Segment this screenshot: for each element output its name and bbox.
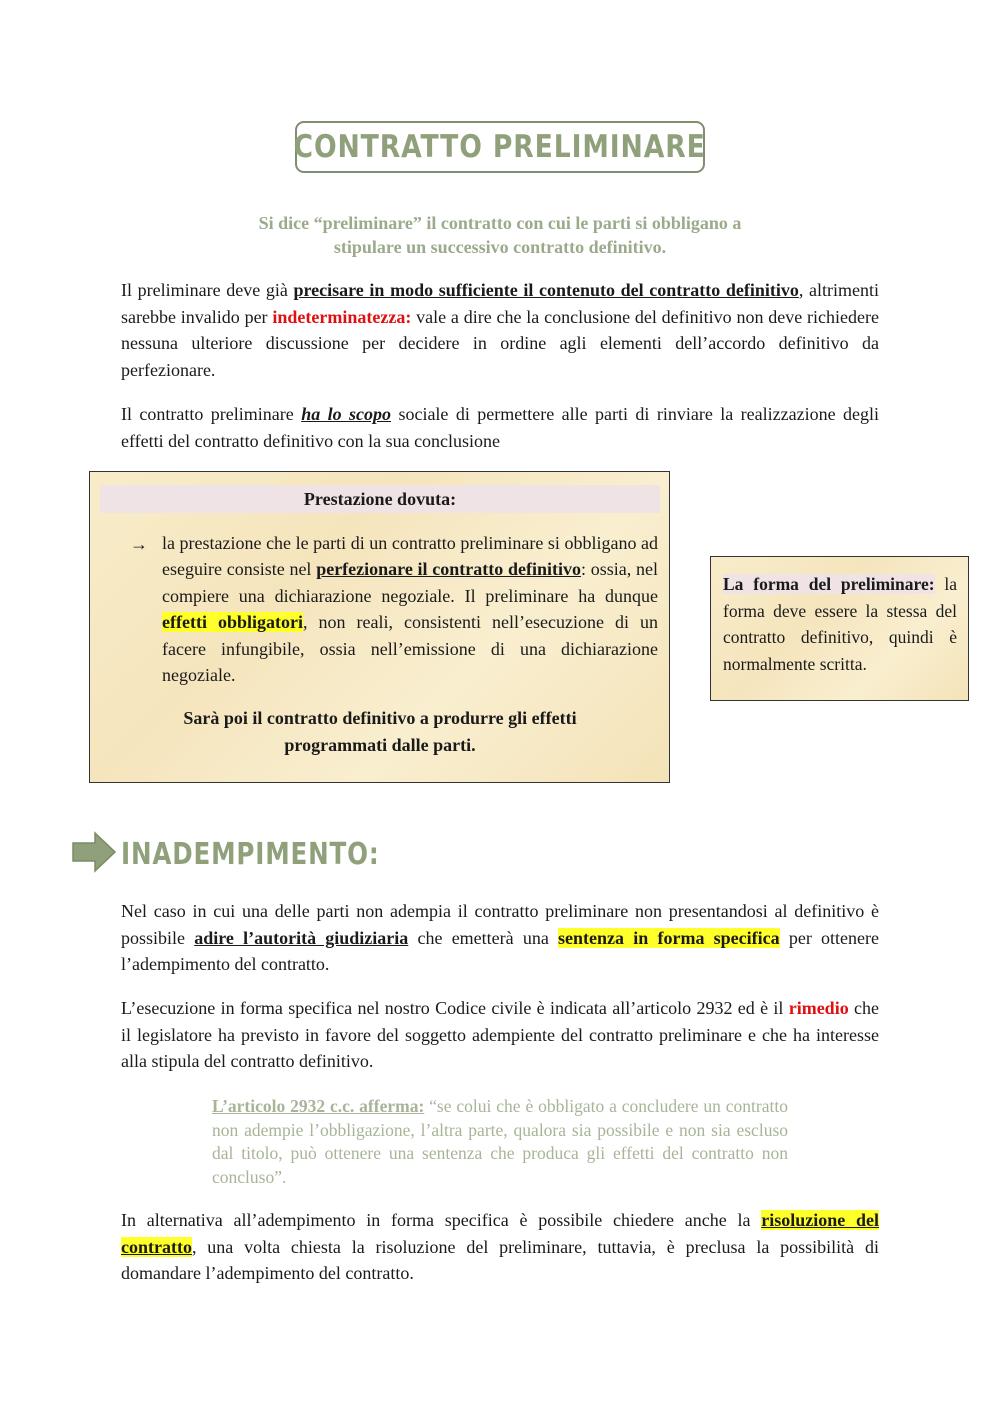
footer-line-1: Sarà poi il contratto definitivo a produrre gli effetti <box>183 708 577 728</box>
highlighted-phrase: sentenza in forma specifica <box>558 927 780 948</box>
text-run: L’esecuzione in forma specifica nel nostro Codice civile è indicata all’articolo 2932 ed è il <box>121 998 789 1018</box>
text-run: vale a dire che la conclusione del definitivo non deve richiedere nessuna ulteriore discussione per decidere in ordine agli elementi dell’accordo definitivo da perfezionare. <box>121 306 879 380</box>
underlined-phrase: precisare in modo sufficiente il contenuto del contratto definitivo <box>293 280 799 300</box>
quote-text: “se colui che è obbligato a concludere un contratto non adempie l’obbligazione, l’altra parte, qualora sia possibile e non sia escluso dal titolo, può ottenere una sentenza che produca gli effetti del contratto non concluso”. <box>212 1096 788 1187</box>
paragraph-scopo <box>121 401 879 454</box>
text-run: , una volta chiesta la risoluzione del preliminare, tuttavia, è preclusa la possibilità di domandare l’adempimento del contratto. <box>121 1236 879 1283</box>
underlined-phrase: perfezionare il contratto definitivo <box>316 559 582 580</box>
highlighted-underlined-phrase: risoluzione del contratto <box>121 1210 880 1257</box>
forma-text <box>723 571 957 677</box>
paragraph-esecuzione <box>121 995 879 1075</box>
paragraph-risoluzione <box>121 1207 879 1287</box>
paragraph-contenuto <box>121 277 879 383</box>
red-keyword: indeterminatezza: <box>272 306 412 327</box>
text-run: per ottenere l’adempimento del contratto. <box>121 927 879 974</box>
text-run: : ossia, nel compiere una dichiarazione negoziale. Il preliminare ha dunque <box>162 559 659 606</box>
italic-underlined-phrase: ha lo scopo <box>301 404 392 424</box>
text-run: In alternativa all’adempimento in forma specifica è possibile chiedere anche la <box>121 1210 762 1230</box>
prestazione-text <box>162 530 658 688</box>
arrow-right-icon: → <box>130 534 148 554</box>
text-run: sociale di permettere alle parti di rinviare la realizzazione degli effetti del contratto definitivo con la sua conclusione <box>121 404 879 451</box>
prestazione-heading: Prestazione dovuta: <box>100 485 660 513</box>
text-run: Il contratto preliminare <box>121 404 302 424</box>
text-run: la forma deve essere la stessa del contratto definitivo, quindi è normalmente scritta. <box>723 574 957 674</box>
text-run: , non reali, consistenti nell’esecuzione di un facere infungibile, ossia nell’emissione di una dichiarazione negoziale. <box>162 612 658 686</box>
text-run: , altrimenti sarebbe invalido per <box>121 280 879 327</box>
forma-heading: La forma del preliminare: <box>723 574 935 594</box>
text-run: Il preliminare deve già <box>121 280 294 300</box>
arrow-right-icon <box>71 830 117 879</box>
highlighted-phrase: effetti obbligatori <box>162 612 303 633</box>
subtitle-line-2: stipulare un successivo contratto definitivo. <box>333 237 667 257</box>
forma-box <box>710 556 969 701</box>
prestazione-box <box>89 471 670 783</box>
quote-heading: L’articolo 2932 c.c. afferma: <box>212 1096 425 1116</box>
text-run: la prestazione che le parti di un contratto preliminare si obbligano ad eseguire consiste nel <box>162 533 658 580</box>
text-run: che emetterà una <box>408 927 559 948</box>
paragraph-inadempimento <box>121 898 879 978</box>
page-title-box <box>295 121 705 173</box>
prestazione-footer <box>130 705 630 758</box>
definition-subtitle <box>180 211 820 259</box>
subtitle-line-1: Si dice “preliminare” il contratto con cui le parti si obbligano a <box>258 213 742 233</box>
article-quote <box>212 1095 788 1189</box>
red-keyword: rimedio <box>788 998 849 1018</box>
underlined-phrase: adire l’autorità giudiziaria <box>194 927 409 948</box>
footer-line-2: programmati dalle parti. <box>284 734 476 755</box>
text-run: Nel caso in cui una delle parti non adempia il contratto preliminare non presentandosi al definitivo è possibile <box>121 901 879 948</box>
page-title: CONTRATTO PRELIMINARE <box>293 129 707 165</box>
section-title-inadempimento: INADEMPIMENTO: <box>121 837 380 872</box>
text-run: che il legislatore ha previsto in favore del soggetto adempiente del contratto preliminare e che ha interesse alla stipula del contratto definitivo. <box>121 998 879 1071</box>
